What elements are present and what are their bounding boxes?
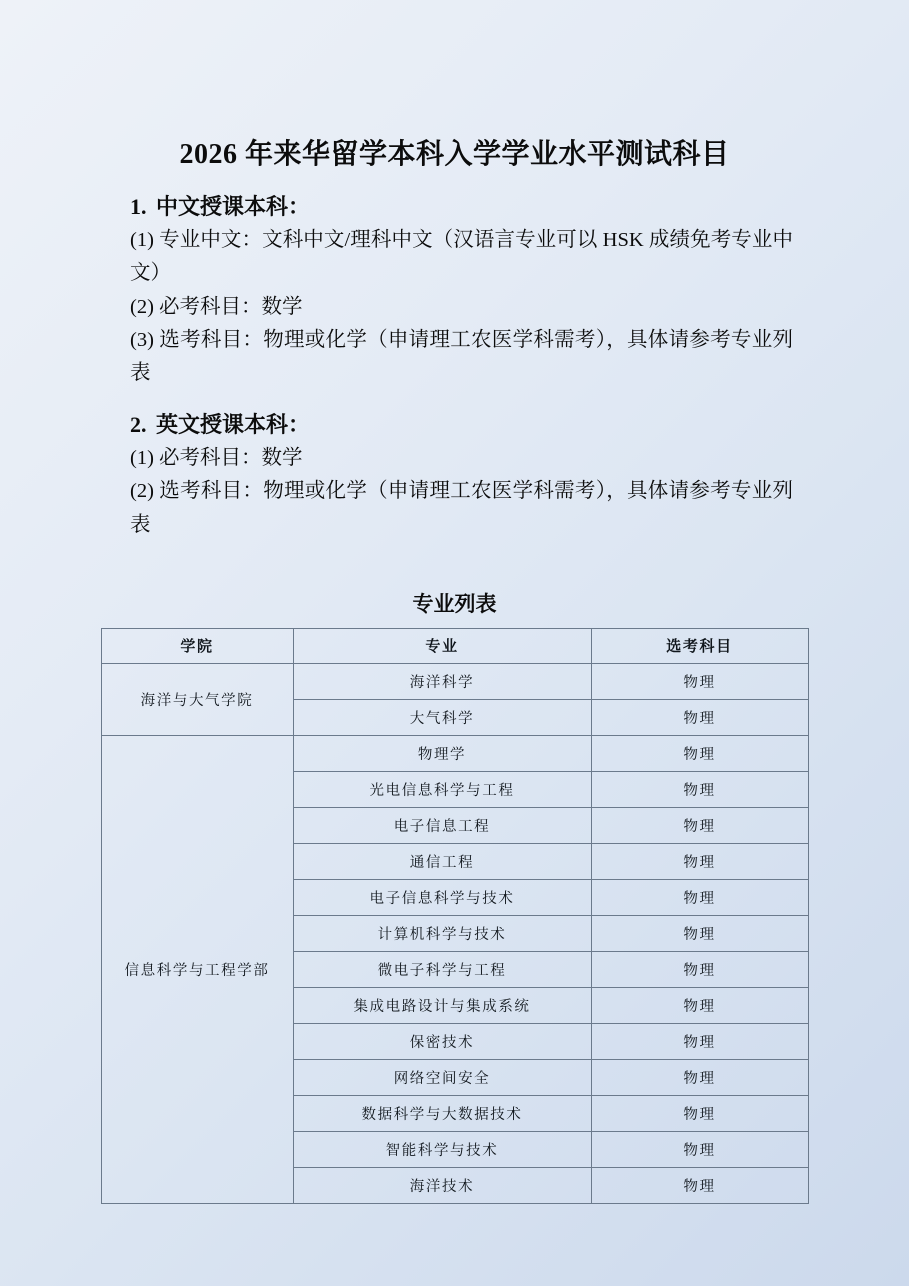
subject-cell: 物理 [591,1095,808,1131]
major-cell: 保密技术 [293,1023,591,1059]
subject-cell: 物理 [591,987,808,1023]
subject-cell: 物理 [591,663,808,699]
section-item: (3) 选考科目：物理或化学（申请理工农医学科需考），具体请参考专业列表 [130,328,793,384]
section-number: 1. [130,194,147,219]
section-item: (2) 选考科目：物理或化学（申请理工农医学科需考），具体请参考专业列表 [130,480,793,536]
subject-cell: 物理 [591,771,808,807]
subject-cell: 物理 [591,735,808,771]
table-row [101,735,808,771]
section-heading [68,190,841,224]
major-cell: 海洋科学 [293,663,591,699]
section-english-taught [68,408,841,542]
major-cell: 物理学 [293,735,591,771]
section-heading [68,408,841,442]
section-item: (1) 必考科目：数学 [130,447,303,470]
college-cell: 信息科学与工程学部 [101,735,293,1203]
major-cell: 智能科学与技术 [293,1131,591,1167]
major-cell: 通信工程 [293,843,591,879]
table-row [101,663,808,699]
table-caption: 专业列表 [412,591,497,616]
major-cell: 大气科学 [293,699,591,735]
major-cell: 计算机科学与技术 [293,915,591,951]
subject-cell: 物理 [591,915,808,951]
section-chinese-taught [68,190,841,390]
major-cell: 集成电路设计与集成系统 [293,987,591,1023]
subject-cell: 物理 [591,1059,808,1095]
major-cell: 微电子科学与工程 [293,951,591,987]
college-cell: 海洋与大气学院 [101,663,293,735]
major-cell: 海洋技术 [293,1167,591,1203]
section-item: (1) 专业中文：文科中文/理科中文（汉语言专业可以 HSK 成绩免考专业中文） [130,229,793,285]
section-heading-text: 英文授课本科： [156,412,311,438]
majors-table [101,628,809,1204]
column-header-major: 专业 [293,628,591,663]
subject-cell: 物理 [591,807,808,843]
column-header-college: 学院 [101,628,293,663]
section-heading-text: 中文授课本科： [156,194,311,219]
major-cell: 电子信息科学与技术 [293,879,591,915]
column-header-subject: 选考科目 [591,628,808,663]
page-title: 2026 年来华留学本科入学学业水平测试科目 [179,139,730,170]
section-number: 2. [130,412,147,438]
table-header-row [101,628,808,663]
section-item: (2) 必考科目：数学 [130,295,303,318]
subject-cell: 物理 [591,1023,808,1059]
subject-cell: 物理 [591,1131,808,1167]
subject-cell: 物理 [591,843,808,879]
subject-cell: 物理 [591,951,808,987]
subject-cell: 物理 [591,879,808,915]
major-cell: 数据科学与大数据技术 [293,1095,591,1131]
major-cell: 网络空间安全 [293,1059,591,1095]
major-cell: 电子信息工程 [293,807,591,843]
subject-cell: 物理 [591,699,808,735]
subject-cell: 物理 [591,1167,808,1203]
major-cell: 光电信息科学与工程 [293,771,591,807]
